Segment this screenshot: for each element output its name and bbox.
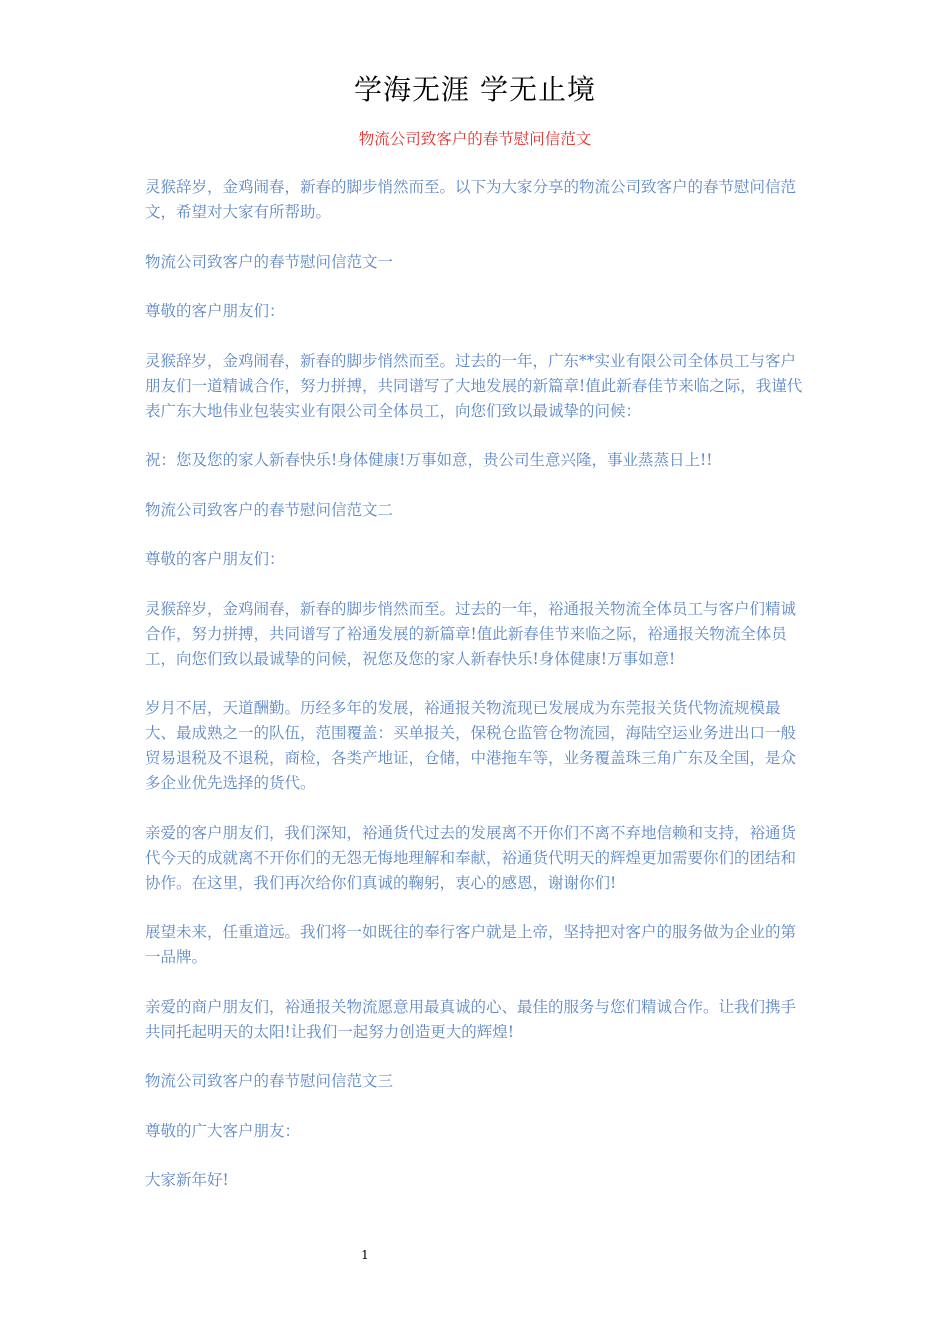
intro-paragraph: 灵猴辞岁，金鸡闹春，新春的脚步悄然而至。以下为大家分享的物流公司致客户的春节慰问信范文，希望对大家有所帮助。 (145, 178, 797, 221)
body-paragraph: 灵猴辞岁，金鸡闹春，新春的脚步悄然而至。过去的一年，裕通报关物流全体员工与客户们精诚合作，努力拼搏，共同谱写了裕通发展的新篇章!值此新春佳节来临之际，裕通报关物流全体员工，向您们致以最诚挚的问候，祝您及您的家人新春快乐!身体健康!万事如意! (145, 599, 797, 668)
body-paragraph: 岁月不居，天道酬勤。历经多年的发展，裕通报关物流现已发展成为东莞报关货代物流规模最大、最成熟之一的队伍，范围覆盖：买单报关，保税仓监管仓物流园，海陆空运业务进出口一般贸易退税及不退税，商检，各类产地证，仓储，中港拖车等，业务覆盖珠三角广东及全国，是众多企业优先选择的货代。 (145, 699, 797, 792)
body-paragraph: 大家新年好! (145, 1171, 229, 1189)
body-paragraph: 灵猴辞岁，金鸡闹春，新春的脚步悄然而至。过去的一年，广东**实业有限公司全体员工与客户朋友们一道精诚合作，努力拼搏，共同谱写了大地发展的新篇章!值此新春佳节来临之际，我谨代表广东大地伟业包装实业有限公司全体员工，向您们致以最诚挚的问候： (145, 351, 803, 420)
page-number: 1 (361, 1248, 369, 1262)
section-heading-1: 物流公司致客户的春节慰问信范文一 (145, 252, 394, 271)
salutation-3: 尊敬的广大客户朋友： (145, 1121, 301, 1140)
document-subtitle: 物流公司致客户的春节慰问信范文 (358, 130, 592, 148)
section-heading-2: 物流公司致客户的春节慰问信范文二 (145, 500, 394, 519)
body-paragraph: 亲爱的商户朋友们，裕通报关物流愿意用最真诚的心、最佳的服务与您们精诚合作。让我们携手共同托起明天的太阳!让我们一起努力创造更大的辉煌! (145, 997, 797, 1041)
section-heading-3: 物流公司致客户的春节慰问信范文三 (145, 1072, 394, 1090)
body-paragraph: 祝：您及您的家人新春快乐!身体健康!万事如意，贵公司生意兴隆，事业蒸蒸日上!! (145, 451, 713, 469)
body-paragraph: 亲爱的客户朋友们，我们深知，裕通货代过去的发展离不开你们不离不弃地信赖和支持，裕通货代今天的成就离不开你们的无怨无悔地理解和奉献，裕通货代明天的辉煌更加需要你们的团结和协作。在这里，我们再次给你们真诚的鞠躬，衷心的感恩，谢谢你们! (145, 823, 797, 892)
header-title: 学海无涯 学无止境 (354, 73, 596, 106)
document-body (145, 175, 810, 1218)
body-paragraph: 展望未来，任重道远。我们将一如既往的奉行客户就是上帝，坚持把对客户的服务做为企业的第一品牌。 (145, 923, 797, 966)
salutation-2: 尊敬的客户朋友们： (145, 550, 285, 568)
salutation-1: 尊敬的客户朋友们： (145, 302, 285, 320)
